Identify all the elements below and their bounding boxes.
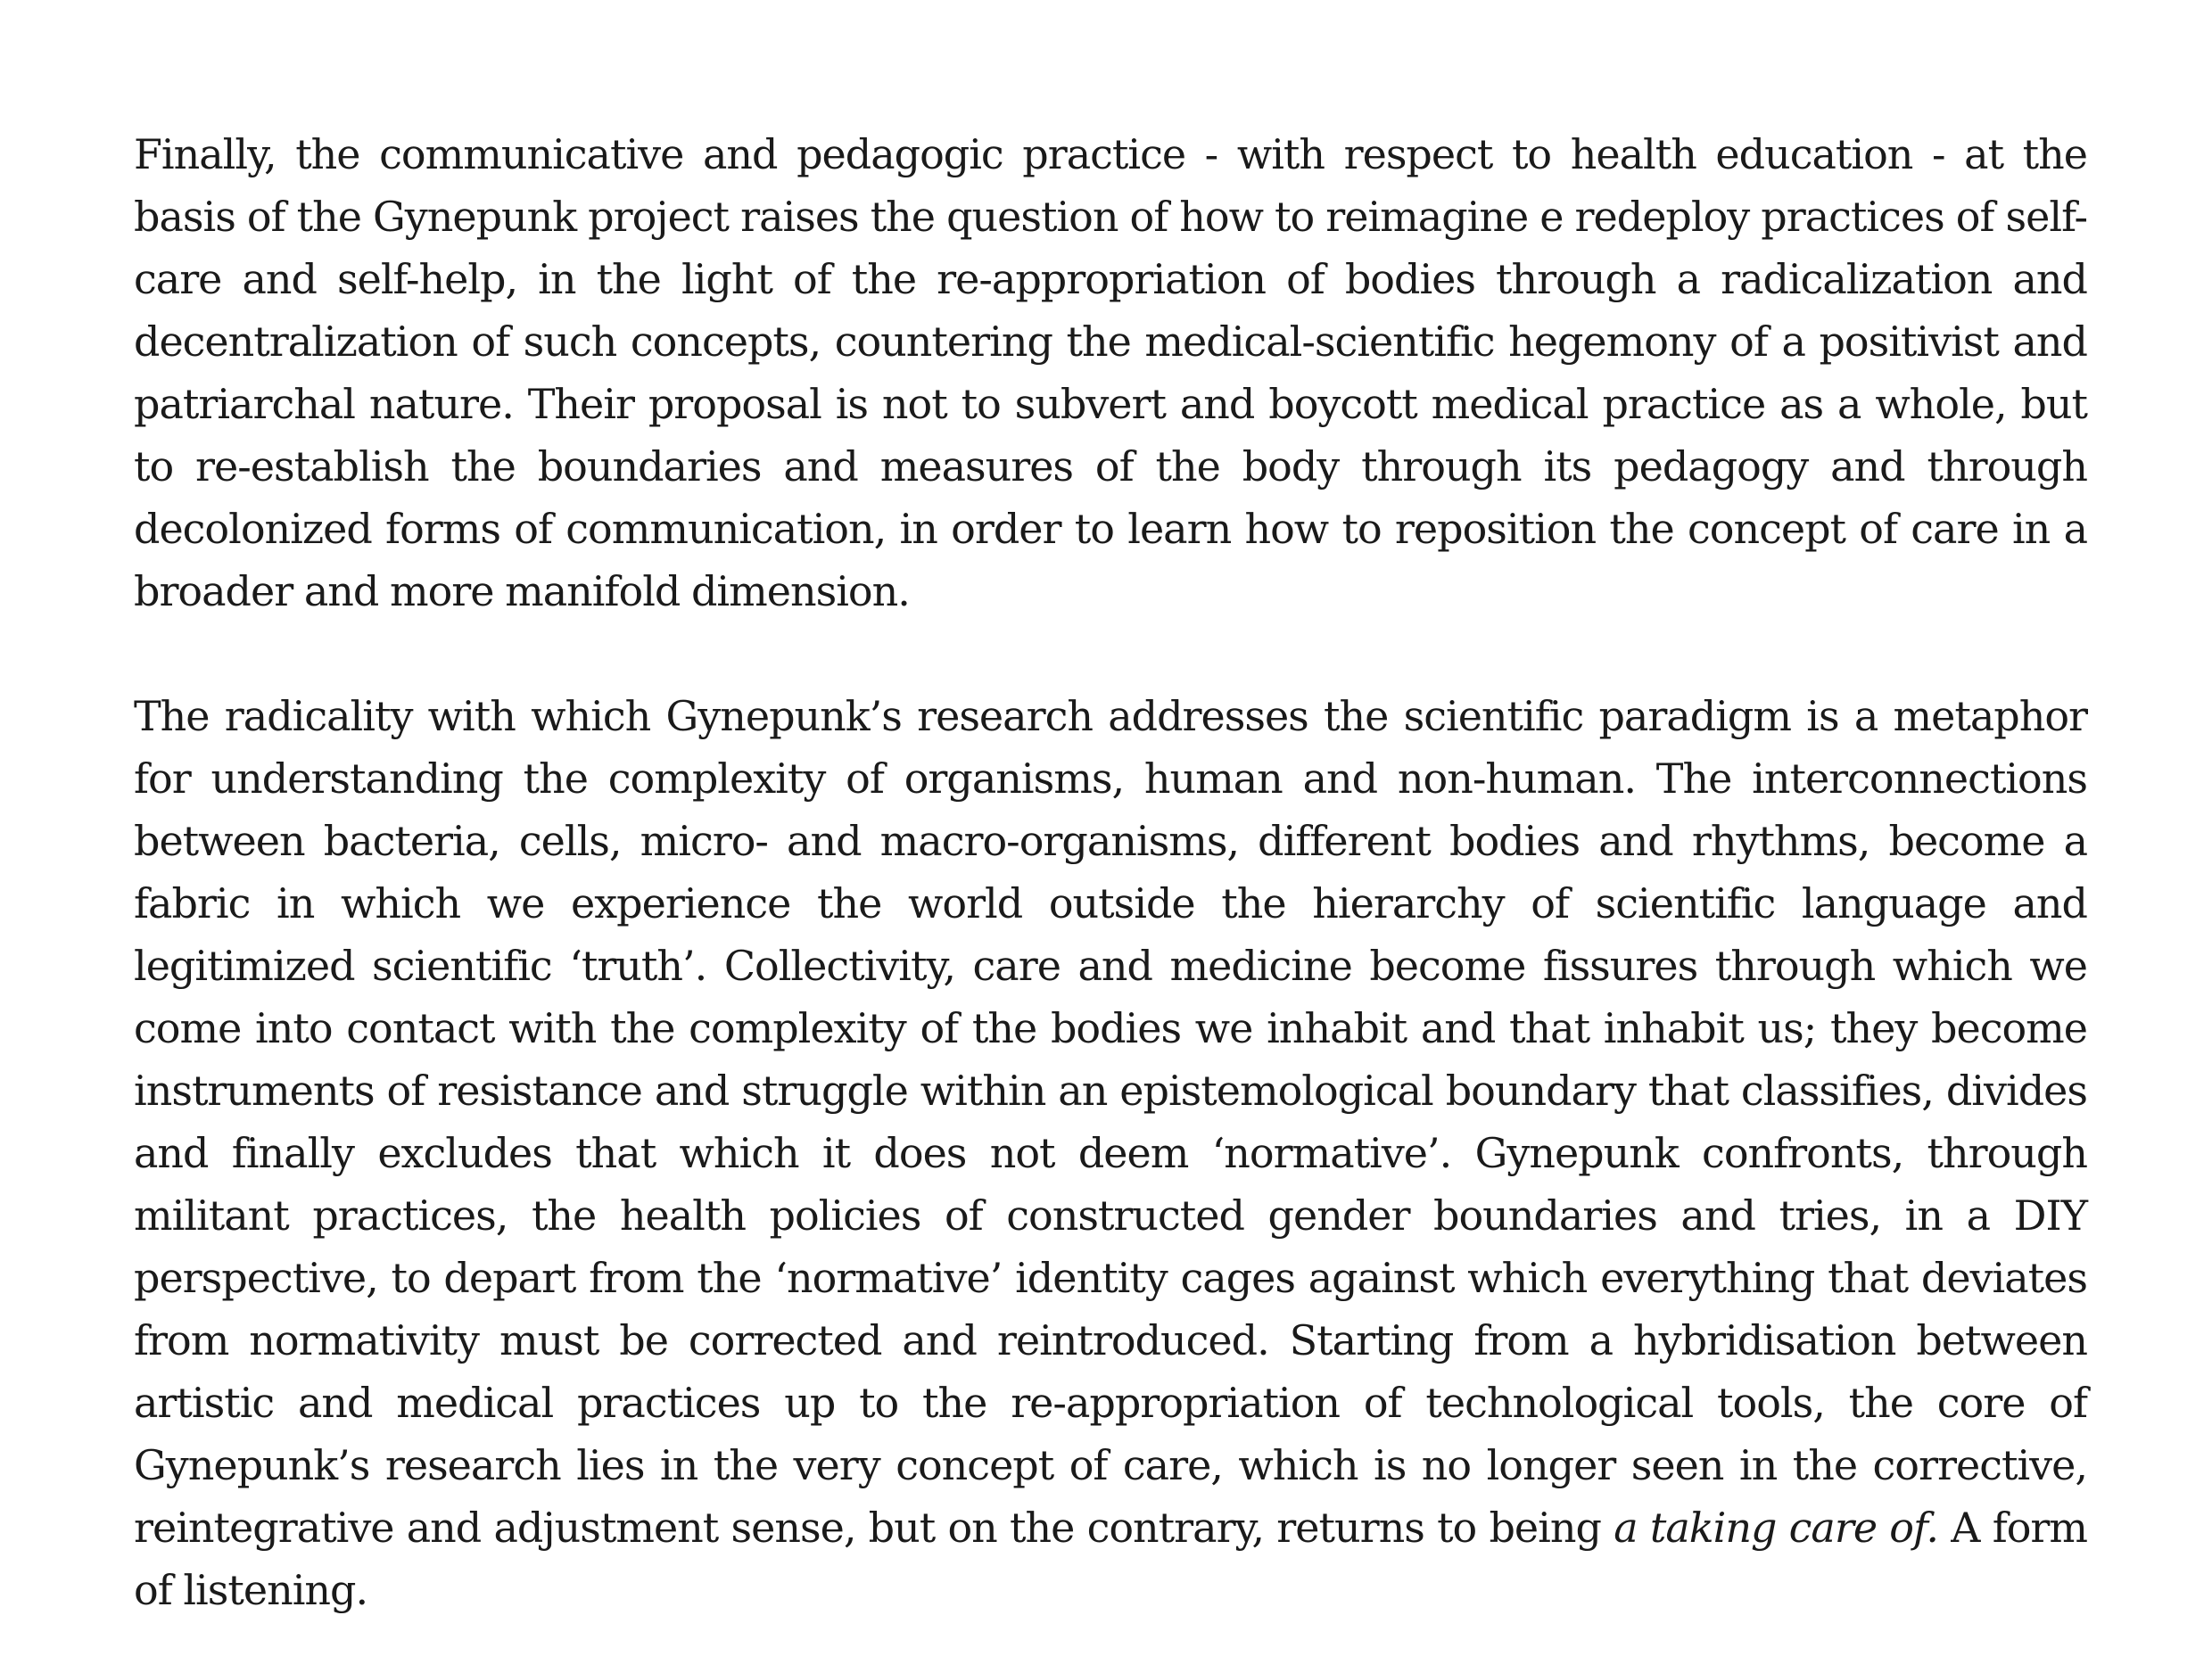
paragraph-2: [134, 685, 2087, 1621]
paragraph-2-italic-phrase: a taking care of.: [1614, 1504, 1938, 1552]
paragraph-1: [134, 123, 2087, 622]
paragraph-1-text: Finally, the communicative and pedagogic practice - with respect to health education - at the basis of the Gynepunk project raises the question of how to reimagine e redeploy practices of self-care and self-help, in the light of the re-appropriation of bodies through a radicalization and decentralization of such concepts, countering the medical-scientific hegemony of a positivist and patriarchal nature. Their proposal is not to subvert and boycott medical practice as a whole, but to re-establish the boundaries and measures of the body through its pedagogy and through decolonized forms of communication, in order to learn how to reposition the concept of care in a broader and more manifold dimension.: [134, 130, 2087, 615]
document-body: [134, 123, 2087, 1621]
paragraph-2-closing-text: A form of listening.: [134, 1504, 2088, 1614]
paragraph-2-text: The radicality with which Gynepunk’s research addresses the scientific paradigm is a metaphor for understanding the complexity of organisms, human and non-human. The interconnections between bacteria, cells, micro- and macro-organisms, different bodies and rhythms, become a fabric in which we experience the world outside the hierarchy of scientific language and legitimized scientific ‘truth’. Collectivity, care and medicine become fissures through which we come into contact with the complexity of the bodies we inhabit and that inhabit us; they become instruments of resistance and struggle within an epistemological boundary that classifies, divides and finally excludes that which it does not deem ‘normative’. Gynepunk confronts, through militant practices, the health policies of constructed gender boundaries and tries, in a DIY perspective, to depart from the ‘normative’ identity cages against which everything that deviates from normativity must be corrected and reintroduced. Starting from a hybridisation between artistic and medical practices up to the re-appropriation of technological tools, the core of Gynepunk’s research lies in the very concept of care, which is no longer seen in the corrective, reintegrative and adjustment sense, but on the contrary, returns to being: [134, 692, 2087, 1552]
